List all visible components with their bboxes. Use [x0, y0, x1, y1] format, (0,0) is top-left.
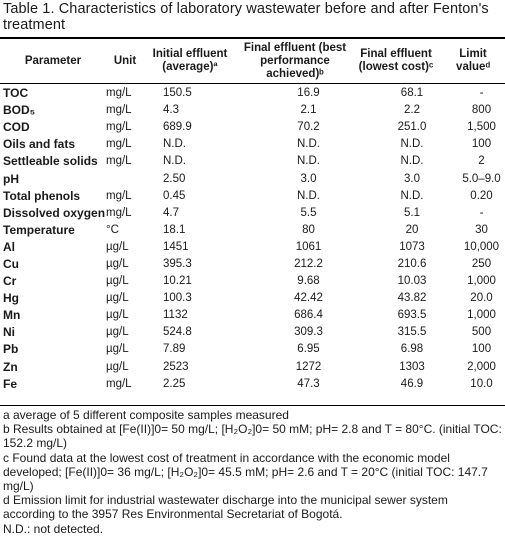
table-row: [0, 136, 505, 153]
unit-cell: µg/L: [106, 240, 129, 253]
initial-cell: 1132: [163, 309, 188, 322]
parameter-cell: Pb: [3, 342, 19, 357]
final-lowest-cell: 2.2: [404, 104, 420, 117]
final-lowest-cell: 46.9: [400, 377, 424, 390]
table-row: [0, 256, 505, 273]
final-lowest-cell: 693.5: [397, 309, 427, 322]
limit-cell: 100: [471, 138, 492, 151]
parameter-cell: Total phenols: [3, 188, 81, 203]
initial-cell: 4.7: [163, 206, 179, 219]
unit-cell: mg/L: [106, 377, 132, 390]
header-top-rule: [0, 37, 505, 39]
parameter-cell: Zn: [3, 359, 18, 374]
unit-cell: mg/L: [106, 104, 132, 117]
parameter-cell: Ni: [3, 325, 15, 340]
parameter-cell: BOD₅: [3, 103, 36, 118]
footnote-b: b Results obtained at [Fe(II)]0= 50 mg/L; [H₂O₂]0= 50 mM; pH= 2.8 and T = 80°C. (initial TOC: 152.2 mg/L): [3, 422, 502, 451]
table-row: [0, 376, 505, 393]
final-best-cell: 1061: [295, 240, 322, 253]
final-best-cell: 212.2: [294, 257, 323, 270]
parameter-cell: Al: [3, 239, 15, 254]
initial-cell: 7.89: [163, 343, 186, 356]
header-bottom-rule: [0, 83, 505, 84]
limit-cell: 250: [471, 257, 492, 270]
final-lowest-cell: N.D.: [400, 138, 424, 151]
final-best-cell: 3.0: [300, 172, 317, 185]
final-best-cell: 80: [302, 223, 315, 236]
final-lowest-cell: 251.0: [397, 121, 427, 134]
limit-cell: 1,500: [467, 121, 496, 134]
unit-cell: µg/L: [106, 360, 129, 373]
unit-cell: °C: [106, 223, 119, 236]
table-row: [0, 359, 505, 376]
table-row: [0, 273, 505, 290]
final-best-cell: 16.9: [297, 87, 320, 100]
table-bottom-rule: [0, 405, 505, 406]
limit-cell: 5.0–9.0: [462, 172, 501, 185]
parameter-cell: Temperature: [3, 222, 75, 237]
final-lowest-cell: 315.5: [397, 326, 427, 339]
initial-cell: N.D.: [163, 138, 186, 151]
table-row: [0, 188, 505, 205]
unit-cell: mg/L: [106, 138, 132, 151]
initial-cell: 18.1: [163, 223, 186, 236]
unit-cell: mg/L: [106, 155, 132, 168]
initial-cell: 150.5: [163, 87, 192, 100]
table-row: [0, 290, 505, 307]
parameter-cell: Mn: [3, 308, 21, 323]
final-lowest-cell: 20: [405, 223, 419, 236]
limit-cell: -: [479, 206, 484, 219]
initial-cell: N.D.: [163, 155, 186, 168]
unit-cell: µg/L: [106, 257, 129, 270]
final-lowest-cell: 43.82: [397, 292, 427, 305]
table-row: [0, 85, 505, 102]
header-initial-effluent: Initial effluent (average)ª: [152, 48, 228, 73]
table-row: [0, 119, 505, 136]
unit-cell: mg/L: [106, 87, 132, 100]
table-row: [0, 341, 505, 358]
limit-cell: 20.0: [470, 292, 493, 305]
table-row: [0, 307, 505, 324]
parameter-cell: pH: [3, 171, 19, 186]
limit-cell: 10,000: [463, 240, 500, 253]
initial-cell: 0.45: [163, 189, 186, 202]
final-best-cell: 309.3: [294, 326, 323, 339]
final-lowest-cell: N.D.: [400, 189, 424, 202]
final-best-cell: 70.2: [297, 121, 320, 134]
initial-cell: 524.8: [163, 326, 192, 339]
header-unit: Unit: [113, 54, 137, 67]
unit-cell: µg/L: [106, 309, 129, 322]
final-best-cell: N.D.: [297, 155, 320, 168]
final-best-cell: 6.95: [297, 343, 320, 356]
initial-cell: 1451: [163, 240, 189, 253]
initial-cell: 689.9: [163, 121, 192, 134]
table-row: [0, 324, 505, 341]
initial-cell: 395.3: [163, 257, 192, 270]
footnote-d: d Emission limit for industrial wastewater discharge into the municipal sewer system according to the 3957 Res Environmental Secretariat of Bogotá.: [3, 493, 448, 522]
table-caption: Table 1. Characteristics of laboratory wastewater before and after Fenton's treatment: [3, 1, 489, 33]
final-lowest-cell: 3.0: [404, 172, 420, 185]
limit-cell: 500: [471, 326, 492, 339]
unit-cell: mg/L: [106, 206, 132, 219]
limit-cell: 2,000: [467, 360, 496, 373]
table-row: [0, 153, 505, 170]
header-limit-value: Limit valueᵈ: [456, 48, 490, 73]
final-best-cell: 42.42: [294, 292, 323, 305]
unit-cell: µg/L: [106, 292, 129, 305]
parameter-cell: Cr: [3, 274, 17, 289]
initial-cell: 2.25: [163, 377, 186, 390]
final-best-cell: 1272: [295, 360, 322, 373]
final-best-cell: N.D.: [297, 189, 320, 202]
unit-cell: [106, 170, 148, 187]
limit-cell: 0.20: [470, 189, 493, 202]
final-lowest-cell: 1073: [399, 240, 425, 253]
table-row: [0, 205, 505, 222]
parameter-cell: Settleable solids: [3, 154, 98, 169]
footnote-nd: N.D.: not detected.: [3, 521, 104, 536]
initial-cell: 4.3: [163, 104, 179, 117]
unit-cell: µg/L: [106, 275, 129, 288]
parameter-cell: Oils and fats: [3, 137, 76, 152]
unit-cell: µg/L: [106, 343, 129, 356]
final-lowest-cell: N.D.: [400, 155, 424, 168]
parameter-cell: Hg: [3, 291, 19, 306]
final-best-cell: 5.5: [300, 206, 317, 219]
initial-cell: 10.21: [163, 275, 192, 288]
limit-cell: 2: [478, 155, 485, 168]
header-final-best: Final effluent (best performance achieved)ᵇ: [243, 41, 347, 80]
table-row: [0, 239, 505, 256]
header-final-lowest-cost: Final effluent (lowest cost)ᶜ: [358, 48, 434, 73]
table-row: [0, 222, 505, 239]
final-lowest-cell: 1303: [399, 360, 425, 373]
final-best-cell: 47.3: [297, 377, 320, 390]
unit-cell: mg/L: [106, 121, 132, 134]
header-parameter: Parameter: [24, 54, 82, 67]
limit-cell: -: [479, 87, 484, 100]
limit-cell: 800: [471, 104, 492, 117]
footnotes: [3, 408, 503, 536]
limit-cell: 30: [475, 223, 488, 236]
parameter-cell: TOC: [3, 86, 29, 101]
unit-cell: µg/L: [106, 326, 129, 339]
footnote-a: a average of 5 different composite samples measured: [3, 408, 289, 422]
initial-cell: 2523: [163, 360, 189, 373]
parameter-cell: Dissolved oxygen: [3, 205, 106, 220]
initial-cell: 2.50: [163, 172, 186, 185]
final-lowest-cell: 10.03: [397, 275, 427, 288]
final-lowest-cell: 5.1: [404, 206, 420, 219]
final-best-cell: 9.68: [297, 275, 320, 288]
table-row: [0, 170, 505, 187]
initial-cell: 100.3: [163, 292, 192, 305]
parameter-cell: Fe: [3, 376, 18, 391]
parameter-cell: COD: [3, 120, 30, 135]
final-best-cell: 2.1: [300, 104, 317, 117]
parameter-cell: Cu: [3, 256, 19, 271]
limit-cell: 1,000: [467, 309, 496, 322]
final-best-cell: N.D.: [297, 138, 320, 151]
limit-cell: 10.0: [470, 377, 493, 390]
data-table: [0, 85, 505, 393]
limit-cell: 1,000: [467, 275, 496, 288]
footnote-c: c Found data at the lowest cost of treatment in accordance with the economic model developed; [Fe(II)]0= 36 mg/L; [H₂O₂]0= 45.5 mM; pH= 2.6 and T = 20°C (initial TOC: 147.7 mg/L): [3, 450, 488, 494]
table-row: [0, 102, 505, 119]
limit-cell: 100: [471, 343, 492, 356]
final-lowest-cell: 210.6: [397, 257, 427, 270]
final-lowest-cell: 68.1: [400, 87, 424, 100]
unit-cell: mg/L: [106, 189, 132, 202]
final-best-cell: 686.4: [294, 309, 323, 322]
final-lowest-cell: 6.98: [400, 343, 424, 356]
